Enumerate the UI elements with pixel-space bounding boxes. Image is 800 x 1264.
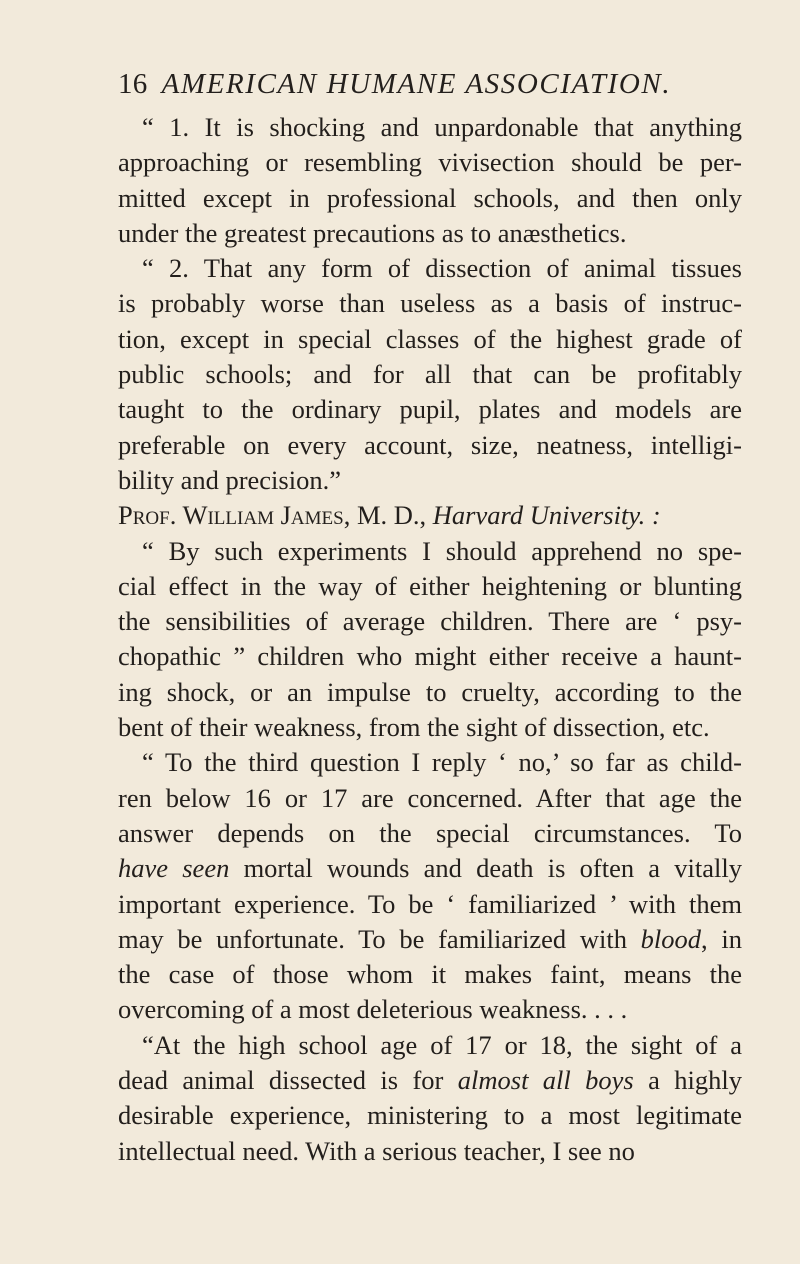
body-text <box>118 110 742 1169</box>
text-line <box>118 463 742 498</box>
text-line <box>118 569 742 604</box>
text-line <box>118 357 742 392</box>
text-segment: bent of their weakness, from the sight of dissection, etc. <box>118 712 710 743</box>
text-segment: ren below 16 or 17 are concerned. After that age the <box>118 782 742 813</box>
text-segment: preferable on every account, size, neatness, intelligi- <box>118 429 742 460</box>
text-segment: chopathic ” children who might either receive a haunt- <box>118 641 742 672</box>
text-segment: taught to the ordinary pupil, plates and models are <box>118 394 742 425</box>
text-line <box>118 1098 742 1133</box>
text-segment: have seen <box>118 853 230 884</box>
text-line <box>118 110 742 145</box>
text-segment: the sensibilities of average children. There are ‘ psy- <box>118 606 742 637</box>
text-line <box>118 1028 742 1063</box>
text-segment: desirable experience, ministering to a most legitimate <box>118 1100 742 1131</box>
text-line <box>118 745 742 780</box>
text-segment: the case of those whom it makes faint, means the <box>118 959 742 990</box>
text-segment: almost all boys <box>457 1065 634 1096</box>
text-segment: “ 2. That any form of dissection of animal tissues <box>142 253 742 284</box>
text-line <box>118 145 742 180</box>
text-segment: important experience. To be ‘ familiarized ’ with them <box>118 888 742 919</box>
running-title: AMERICAN HUMANE ASSOCIATION. <box>161 68 672 100</box>
text-line <box>118 604 742 639</box>
text-segment: “At the high school age of 17 or 18, the sight of a <box>142 1029 742 1060</box>
text-line <box>118 639 742 674</box>
text-line <box>118 216 742 251</box>
text-segment: bility and precision.” <box>118 464 341 495</box>
text-line <box>118 1063 742 1098</box>
text-line <box>118 675 742 710</box>
text-segment: , in <box>701 923 742 954</box>
text-segment: tion, except in special classes of the highest grade of <box>118 323 742 354</box>
text-segment: a highly <box>633 1065 742 1096</box>
text-line <box>118 781 742 816</box>
text-line <box>118 922 742 957</box>
text-segment: may be unfortunate. To be familiarized with <box>118 923 641 954</box>
text-line <box>118 251 742 286</box>
text-segment: is probably worse than useless as a basis of instruc- <box>118 288 742 319</box>
text-line <box>118 710 742 745</box>
text-line <box>118 286 742 321</box>
text-segment: under the greatest precautions as to anæsthetics. <box>118 217 627 248</box>
text-segment: overcoming of a most deleterious weakness. . . . <box>118 994 628 1025</box>
text-segment: mitted except in professional schools, and then only <box>118 182 742 213</box>
text-line <box>118 181 742 216</box>
text-segment: “ 1. It is shocking and unpardonable that anything <box>142 112 742 142</box>
text-segment: blood <box>640 923 702 954</box>
running-header <box>118 62 718 106</box>
text-segment: Prof. William James <box>118 500 344 531</box>
text-line <box>118 887 742 922</box>
text-segment: approaching or resembling vivisection should be per- <box>118 147 742 178</box>
text-segment: public schools; and for all that can be profitably <box>118 359 742 390</box>
text-segment: intellectual need. With a serious teacher, I see no <box>118 1135 635 1166</box>
text-segment: “ By such experiments I should apprehend no spe- <box>142 535 742 566</box>
text-segment: cial effect in the way of either heightening or blunting <box>118 570 742 601</box>
text-line <box>118 534 742 569</box>
text-segment: answer depends on the special circumstances. To <box>118 817 742 848</box>
text-line <box>118 322 742 357</box>
text-line <box>118 816 742 851</box>
text-segment: “ To the third question I reply ‘ no,’ so far as child- <box>142 747 742 778</box>
text-segment: Harvard University. : <box>432 500 661 531</box>
text-line <box>118 1134 742 1169</box>
text-line <box>118 957 742 992</box>
page-number: 16 <box>118 68 148 100</box>
text-segment: mortal wounds and death is often a vitally <box>229 853 742 884</box>
text-segment: ing shock, or an impulse to cruelty, according to the <box>118 676 742 707</box>
text-line <box>118 428 742 463</box>
text-line <box>118 392 742 427</box>
text-segment: dead animal dissected is for <box>118 1065 458 1096</box>
text-line <box>118 992 742 1027</box>
text-line <box>118 851 742 886</box>
text-segment: , M. D., <box>343 500 433 531</box>
text-line <box>118 498 742 533</box>
